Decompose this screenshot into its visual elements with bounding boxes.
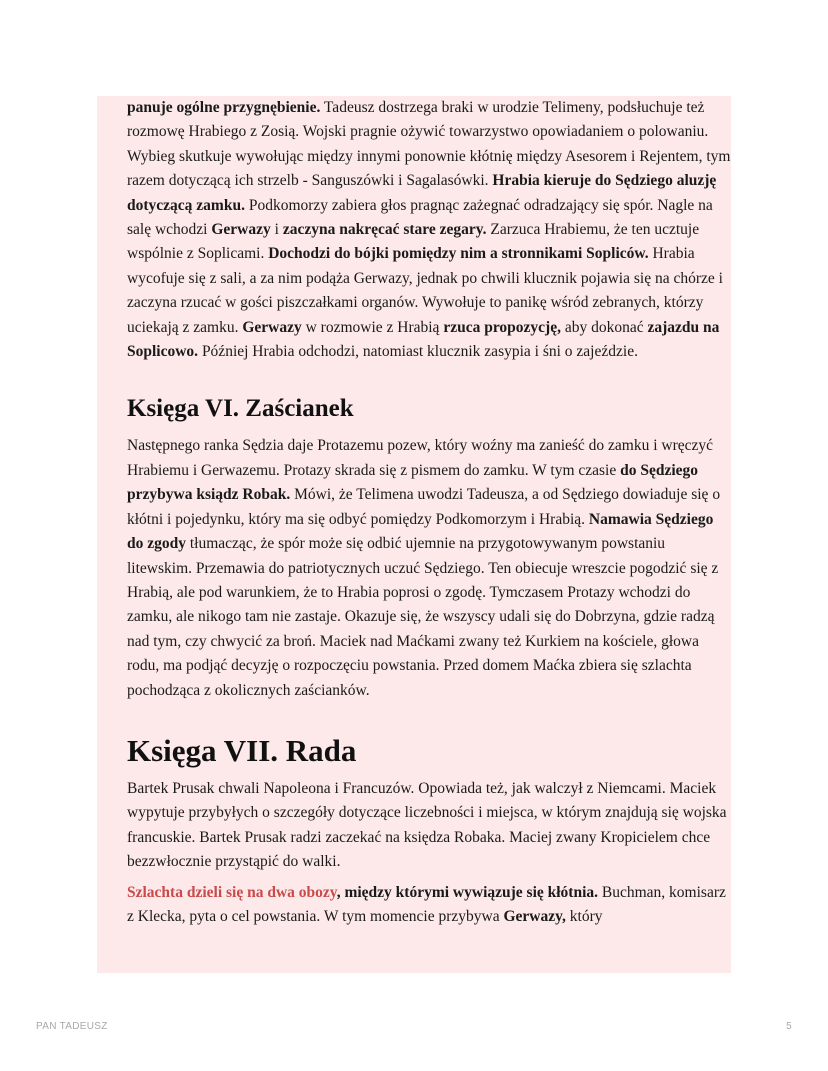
footer-page-number: 5 xyxy=(786,1021,792,1032)
paragraph-ksiega-vi-summary xyxy=(127,434,731,702)
text-run: Zarzuca Hrabiemu, że ten ucztuje wspólnie z Soplicami. xyxy=(127,221,700,263)
bold-emphasis: zajazdu na Soplicowo. xyxy=(127,318,720,361)
text-run: Bartek Prusak chwali Napoleona i Francuzów. Opowiada też, jak walczył z Niemcami. Maciek wypytuje przybyłych o szczegóły dotyczące liczebności i miejsca, w którym znajdują się wojska francuskie. Bartek Prusak radzi zaczekać na księdza Robaka. Maciej zwany Kropicielem chce bezzwłocznie przystąpić do walki. xyxy=(127,779,727,871)
bold-emphasis: Gerwazy xyxy=(242,318,302,336)
paragraph-ksiega-vii-part1 xyxy=(127,777,731,875)
bold-emphasis: , między którymi wywiązuje się kłótnia. xyxy=(336,883,599,901)
text-run: który xyxy=(565,907,603,925)
text-run: Następnego ranka Sędzia daje Protazemu pozew, który woźny ma zanieść do zamku i wręczyć Hrabiemu i Gerwazemu. Protazy skrada się z pismem do zamku. W tym czasie xyxy=(127,437,714,479)
heading-ksiega-vii: Księga VII. Rada xyxy=(127,732,357,768)
text-run: Hrabia wycofuje się z sali, a za nim podąża Gerwazy, jednak po chwili klucznik pojawia się na chórze i zaczyna rzucać w gości piszczałkami organów. Wywołuje to panikę wśród zebranych, którzy uciekają z zamku. xyxy=(127,245,723,336)
page-content xyxy=(127,96,731,929)
text-run: w rozmowie z Hrabią xyxy=(301,318,444,336)
text-run: tłumacząc, że spór może się odbić ujemnie na przygotowywanym powstaniu litewskim. Przemawia do patriotycznych uczuć Sędziego. Ten obiecuje wreszcie pogodzić się z Hrabią, ale pod warunkiem, że to Hrabia poprosi o zgodę. Tymczasem Protazy wchodzi do zamku, ale nikogo tam nie zastaje. Okazuje się, że wszyscy udali się do Dobrzyna, gdzie radzą nad tym, czy chwycić za broń. Maciek nad Maćkami zwany też Kurkiem na kościele, głowa rodu, ma podjąć decyzję o rozpoczęciu powstania. Przed domem Maćka zbiera się szlachta pochodząca z okolicznych zaścianków. xyxy=(127,535,719,699)
text-run: Tadeusz dostrzega braki w urodzie Telimeny, podsłuchuje też rozmowę Hrabiego z Zosią. Wojski pragnie ożywić towarzystwo opowiadaniem o polowaniu. Wybieg skutkuje wywołując między innymi ponownie kłótnię między Asesorem i Rejentem, tym razem dotyczącą ich strzelb - Sanguszówki i Sagalasówki. xyxy=(127,99,731,190)
footer-book-title: PAN TADEUSZ xyxy=(36,1021,108,1032)
bold-emphasis: Dochodzi do bójki pomiędzy nim a stronnikami Sopliców. xyxy=(268,245,649,263)
bold-emphasis: Gerwazy, xyxy=(503,907,566,925)
bold-emphasis: zaczyna nakręcać stare zegary. xyxy=(282,221,487,239)
red-highlight: Szlachta dzieli się na dwa obozy xyxy=(127,883,337,901)
text-run: i xyxy=(270,221,283,239)
paragraph-ksiega-v-summary xyxy=(127,96,731,364)
bold-emphasis: panuje ogólne przygnębienie. xyxy=(127,99,321,116)
text-run: Buchman, komisarz z Klecka, pyta o cel powstania. W tym momencie przybywa xyxy=(127,883,726,925)
bold-emphasis: do Sędziego przybywa ksiądz Robak. xyxy=(127,461,699,504)
bold-emphasis: rzuca propozycję, xyxy=(443,318,561,336)
paragraph-ksiega-vii-part2 xyxy=(127,881,731,930)
text-run: Podkomorzy zabiera głos pragnąc zażegnać odradzający się spór. Nagle na salę wchodzi xyxy=(127,196,713,239)
bold-emphasis: Hrabia kieruje do Sędziego aluzję dotyczącą zamku. xyxy=(127,172,717,214)
text-run: Później Hrabia odchodzi, natomiast klucznik zasypia i śni o zajeździe. xyxy=(198,343,638,361)
bold-emphasis: Namawia Sędziego do zgody xyxy=(127,510,714,553)
heading-ksiega-vi: Księga VI. Zaścianek xyxy=(127,395,354,423)
text-run: Mówi, że Telimena uwodzi Tadeusza, a od Sędziego dowiaduje się o kłótni i pojedynku, który ma się odbyć pomiędzy Podkomorzym i Hrabią. xyxy=(127,486,721,528)
bold-emphasis: Gerwazy xyxy=(211,221,271,239)
text-run: aby dokonać xyxy=(560,318,648,336)
